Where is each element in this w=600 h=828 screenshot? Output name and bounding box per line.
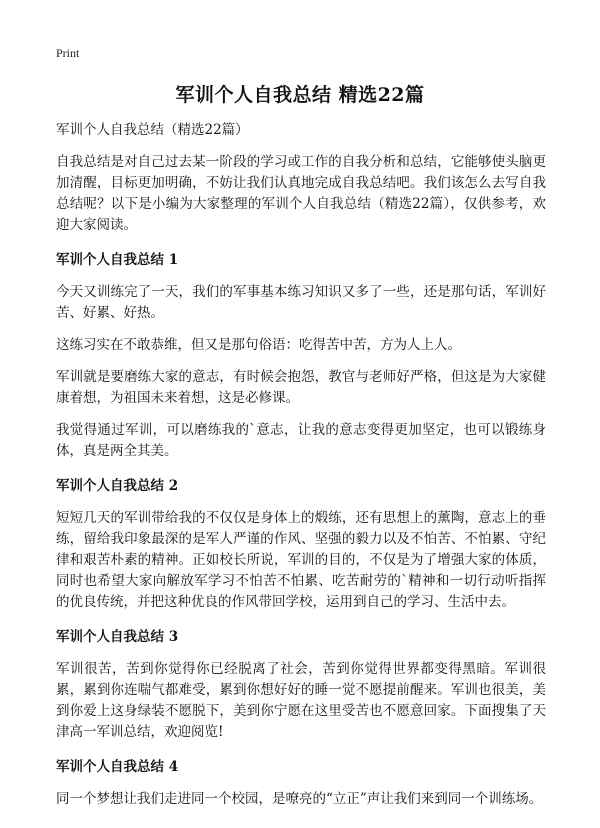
section-4 (56, 757, 546, 810)
paragraph: 军训就是要磨练大家的意志，有时候会抱怨，教官与老师好严格，但这是为大家健康着想，为祖国未来着想，这是必修课。 (56, 369, 546, 406)
intro-paragraph: 自我总结是对自己过去某一阶段的学习或工作的自我分析和总结，它能够使头脑更加清醒，目标更加明确，不妨让我们认真地完成自我总结吧。我们该怎么去写自我总结呢？以下是小编为大家整理的军训个人自我总结（精选22篇），仅供参考，欢迎大家阅读。 (56, 154, 546, 233)
paragraph: 我觉得通过军训，可以磨练我的`意志，让我的意志变得更加坚定，也可以锻练身体，真是两全其美。 (56, 422, 546, 459)
paragraph: 今天又训练完了一天，我们的军事基本练习知识又多了一些，还是那句话，军训好苦、好累、好热。 (56, 284, 546, 321)
paragraph: 同一个梦想让我们走进同一个校园，是嘹亮的“立正”声让我们来到同一个训练场。 (56, 791, 543, 807)
document-body (56, 120, 546, 821)
document-title: 军训个人自我总结 精选22篇 (175, 84, 425, 106)
paragraph: 军训很苦，苦到你觉得你已经脱离了社会，苦到你觉得世界都变得黑暗。军训很累，累到你连喘气都难受，累到你想好好的睡一觉不愿提前醒来。军训也很美，美到你爱上这身绿装不愿脱下，美到你宁愿在这里受苦也不愿意回家。下面搜集了天津高一军训总结，欢迎阅览! (56, 661, 546, 740)
section-heading: 军训个人自我总结 4 (56, 759, 179, 775)
section-2 (56, 476, 546, 613)
paragraph: 短短几天的军训带给我的不仅仅是身体上的煅练，还有思想上的薰陶，意志上的垂练，留给我印象最深的是军人严谨的作风、坚强的毅力以及不怕苦、不怕累、守纪律和艰苦朴素的精神。正如校长所说，军训的目的，不仅是为了增强大家的体质，同时也希望大家向解放军学习不怕苦不怕累、吃苦耐劳的`精神和一切行动听指挥的优良传统，并把这种优良的作风带回学校，运用到自己的学习、生活中去。 (56, 510, 546, 610)
paragraph: 这练习实在不敢恭维，但又是那句俗语：吃得苦中苦，方为人上人。 (56, 337, 461, 353)
section-heading: 军训个人自我总结 1 (56, 252, 179, 268)
section-heading: 军训个人自我总结 2 (56, 478, 179, 494)
section-heading: 军训个人自我总结 3 (56, 629, 179, 645)
section-1 (56, 250, 546, 462)
section-3 (56, 627, 546, 743)
print-link[interactable]: Print (56, 46, 80, 60)
document-subtitle: 军训个人自我总结（精选22篇） (56, 122, 249, 138)
